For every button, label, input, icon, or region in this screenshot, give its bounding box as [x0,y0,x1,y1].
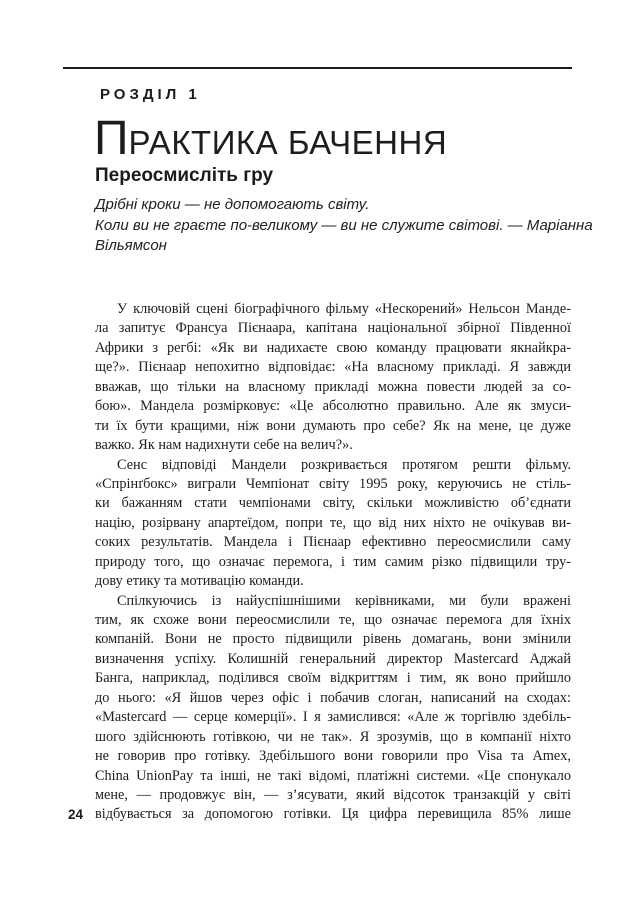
body-line: визначення успіху. Колишній генеральний директор Mastercard Аджай [95,650,571,667]
body-line: не говорив про готівку. Здебільшого вони говорили про Visa та Amex, [95,748,571,765]
body-line: мене, — продовжує він, — з’ясувати, який відсоток транзакцій у світі [95,786,571,803]
body-line: націю, розірвану апартеїдом, попри те, що від них ніхто не очікував ви- [95,514,571,531]
page-number: 24 [68,807,84,822]
body-line: «Mastercard — серце комерції». І я замислився: «Але ж торгівлю здебіль- [95,709,571,726]
body-line: China UnionPay та інші, не такі відомі, платіжні системи. «Це спонукало [95,767,571,784]
body-line: дову етику та мотивацію команди. [95,573,304,590]
body-line: ще?». Пієнаар непохитно відповідає: «На власному прикладі. Я завжди [95,359,571,376]
body-line: Африки з регбі: «Як ви надихаєте свою команду працювати якнайкра- [95,339,571,356]
epigraph [95,195,593,257]
body-line: до нього: «Я йшов через офіс і побачив слоган, написаний на сходах: [95,689,571,706]
body-line: ки бажанням стати чемпіонами світу, скільки можливістю об’єднати [95,495,571,512]
body-line: Спілкуючись із найуспішнішими керівниками, ми були вражені [117,592,571,609]
body-line: Банга, наприклад, поділився своїм відкриттям і тим, як воно прийшло [95,670,571,687]
body-text [95,300,571,825]
chapter-title-initial: П [94,112,129,165]
body-line: компаній. Вони не просто підвищили рівень домагань, вони змінили [95,631,571,648]
body-line: ла запитує Франсуа Пієнаара, капітана національної збірної Південної [95,320,571,337]
body-line: важко. Як нам надихнути себе на велич?». [95,437,353,454]
epigraph-line: Вільямсон [95,237,167,255]
body-line: У ключовій сцені біографічного фільму «Нескорений» Нельсон Манде- [117,301,571,317]
chapter-title [94,112,448,165]
epigraph-line: Дрібні кроки — не допомогають світу. [95,196,370,213]
body-line: Сенс відповіді Мандели розкривається протягом решти фільму. [117,456,571,473]
body-line: відбувається за допомогою готівки. Ця цифра перевищила 85% лише [95,806,571,823]
body-line: шого здійснюють готівкою, чи не так». Я зрозумів, що в компанії ніхто [95,728,571,745]
epigraph-line: Коли ви не граєте по-великому — ви не служите світові. — Маріанна [95,216,593,234]
body-line: бою». Мандела розмірковує: «Це абсолютно правильно. Але як змуси- [95,398,571,415]
body-line: тим, як схоже вони переосмислили те, що означає перемога для їхніх [95,612,571,628]
chapter-subtitle: Переосмисліть гру [95,165,274,186]
chapter-title-rest: РАКТИКА БАЧЕННЯ [128,124,448,161]
chapter-head-rule [63,67,572,69]
chapter-kicker: РОЗДІЛ 1 [100,86,201,103]
body-line: вважав, що тільки на власному прикладі можна повести людей за со- [95,378,571,395]
body-line: соких результатів. Мандела і Пієнаар ефективно переосмислили саму [95,534,571,551]
body-line: ти їх бути кращими, ніж вони думають про себе? Як на мене, це дуже [95,417,571,434]
body-line: «Спрінґбокс» виграли Чемпіонат світу 1995 року, керуючись не стіль- [95,475,571,492]
body-line: природу того, що означає перемога, і тим самим різко підвищили тру- [95,553,571,570]
